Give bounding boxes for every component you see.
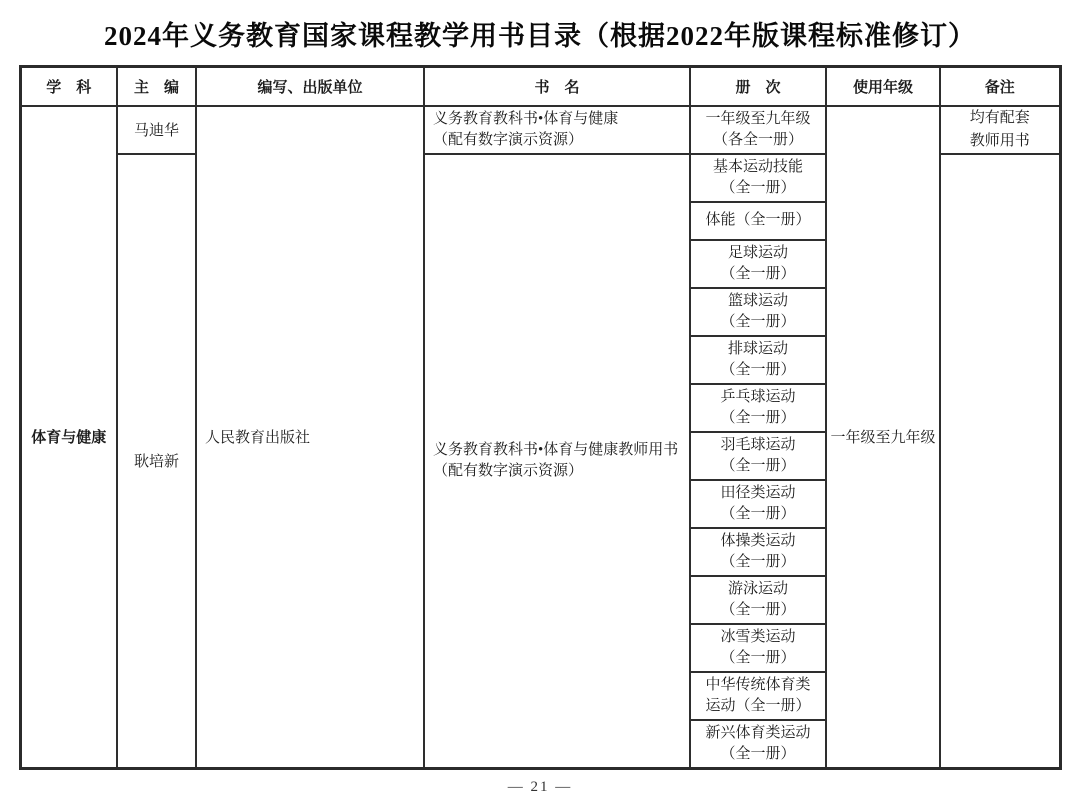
- header-cell-volume: 册 次: [690, 67, 826, 106]
- volume-cell: [690, 106, 826, 154]
- volume-line: 体操类运动: [720, 532, 796, 549]
- remark-empty-cell: [940, 154, 1060, 769]
- volume-line: （全一册）: [720, 313, 796, 330]
- book-title-line: 义务教育教科书•体育与健康教师用书: [433, 442, 679, 459]
- volume-line: 冰雪类运动: [720, 628, 796, 645]
- volume-line: （全一册）: [720, 505, 796, 522]
- volume-line: 排球运动: [727, 340, 788, 357]
- editor-cell-2: 耿培新: [117, 154, 196, 769]
- volume-line: 一年级至九年级: [705, 110, 811, 127]
- volume-cell: [690, 576, 826, 624]
- volume-line: 足球运动: [727, 244, 788, 261]
- volume-line: （全一册）: [720, 179, 796, 196]
- header-cell-editor: 主 编: [117, 67, 196, 106]
- volume-line: 新兴体育类运动: [705, 724, 811, 741]
- volume-cell: [690, 672, 826, 720]
- volume-line: 羽毛球运动: [720, 436, 796, 453]
- volume-line: 田径类运动: [720, 484, 796, 501]
- book-title-line: 义务教育教科书•体育与健康: [433, 111, 619, 128]
- header-cell-subject: 学 科: [20, 67, 117, 106]
- book-title-line: （配有数字演示资源）: [433, 131, 584, 148]
- volume-cell: [690, 384, 826, 432]
- header-cell-grade: 使用年级: [826, 67, 940, 106]
- volume-line: 篮球运动: [727, 292, 788, 309]
- volume-cell: [690, 288, 826, 336]
- page-number: — 21 —: [507, 778, 573, 795]
- book-title-cell-2: [424, 154, 690, 769]
- volume-line: （全一册）: [720, 409, 796, 426]
- editor-cell-1: 马迪华: [117, 106, 196, 154]
- volume-line: 游泳运动: [727, 580, 788, 597]
- volume-line: （全一册）: [720, 601, 796, 618]
- book-title-line: （配有数字演示资源）: [433, 462, 584, 479]
- remark-line: 教师用书: [969, 132, 1030, 149]
- subject-cell: 体育与健康: [20, 106, 117, 769]
- header-cell-book-name: 书 名: [424, 67, 690, 106]
- volume-line: （全一册）: [720, 553, 796, 570]
- page-title: 2024年义务教育国家课程教学用书目录（根据2022年版课程标准修订）: [104, 21, 976, 51]
- volume-cell: [690, 202, 826, 240]
- volume-line: 中华传统体育类: [705, 676, 811, 693]
- table-row: [20, 106, 1060, 154]
- volume-line: （全一册）: [720, 265, 796, 282]
- volume-cell: [690, 336, 826, 384]
- volume-line: （全一册）: [720, 457, 796, 474]
- volume-line: （全一册）: [720, 361, 796, 378]
- remark-line: 均有配套: [969, 110, 1030, 126]
- volume-line: 乒乓球运动: [720, 388, 796, 405]
- volume-cell: [690, 480, 826, 528]
- publisher-cell: 人民教育出版社: [196, 106, 424, 769]
- volume-line: 运动（全一册）: [705, 697, 811, 714]
- volume-line: （全一册）: [720, 745, 796, 762]
- volume-cell: [690, 528, 826, 576]
- volume-line: 体能（全一册）: [705, 212, 811, 228]
- book-title-cell-1: [424, 106, 690, 154]
- volume-cell: [690, 154, 826, 202]
- header-cell-remark: 备注: [940, 67, 1060, 106]
- volume-cell: [690, 720, 826, 769]
- volume-cell: [690, 432, 826, 480]
- remark-cell: [940, 106, 1060, 154]
- volume-cell: [690, 240, 826, 288]
- grade-cell: 一年级至九年级: [826, 106, 940, 769]
- table-header-row: [20, 67, 1060, 106]
- header-cell-publisher: 编写、出版单位: [196, 67, 424, 106]
- volume-line: 基本运动技能: [712, 158, 803, 175]
- volume-line: （各全一册）: [712, 131, 803, 148]
- volume-cell: [690, 624, 826, 672]
- volume-line: （全一册）: [720, 649, 796, 666]
- textbook-table: [19, 65, 1062, 770]
